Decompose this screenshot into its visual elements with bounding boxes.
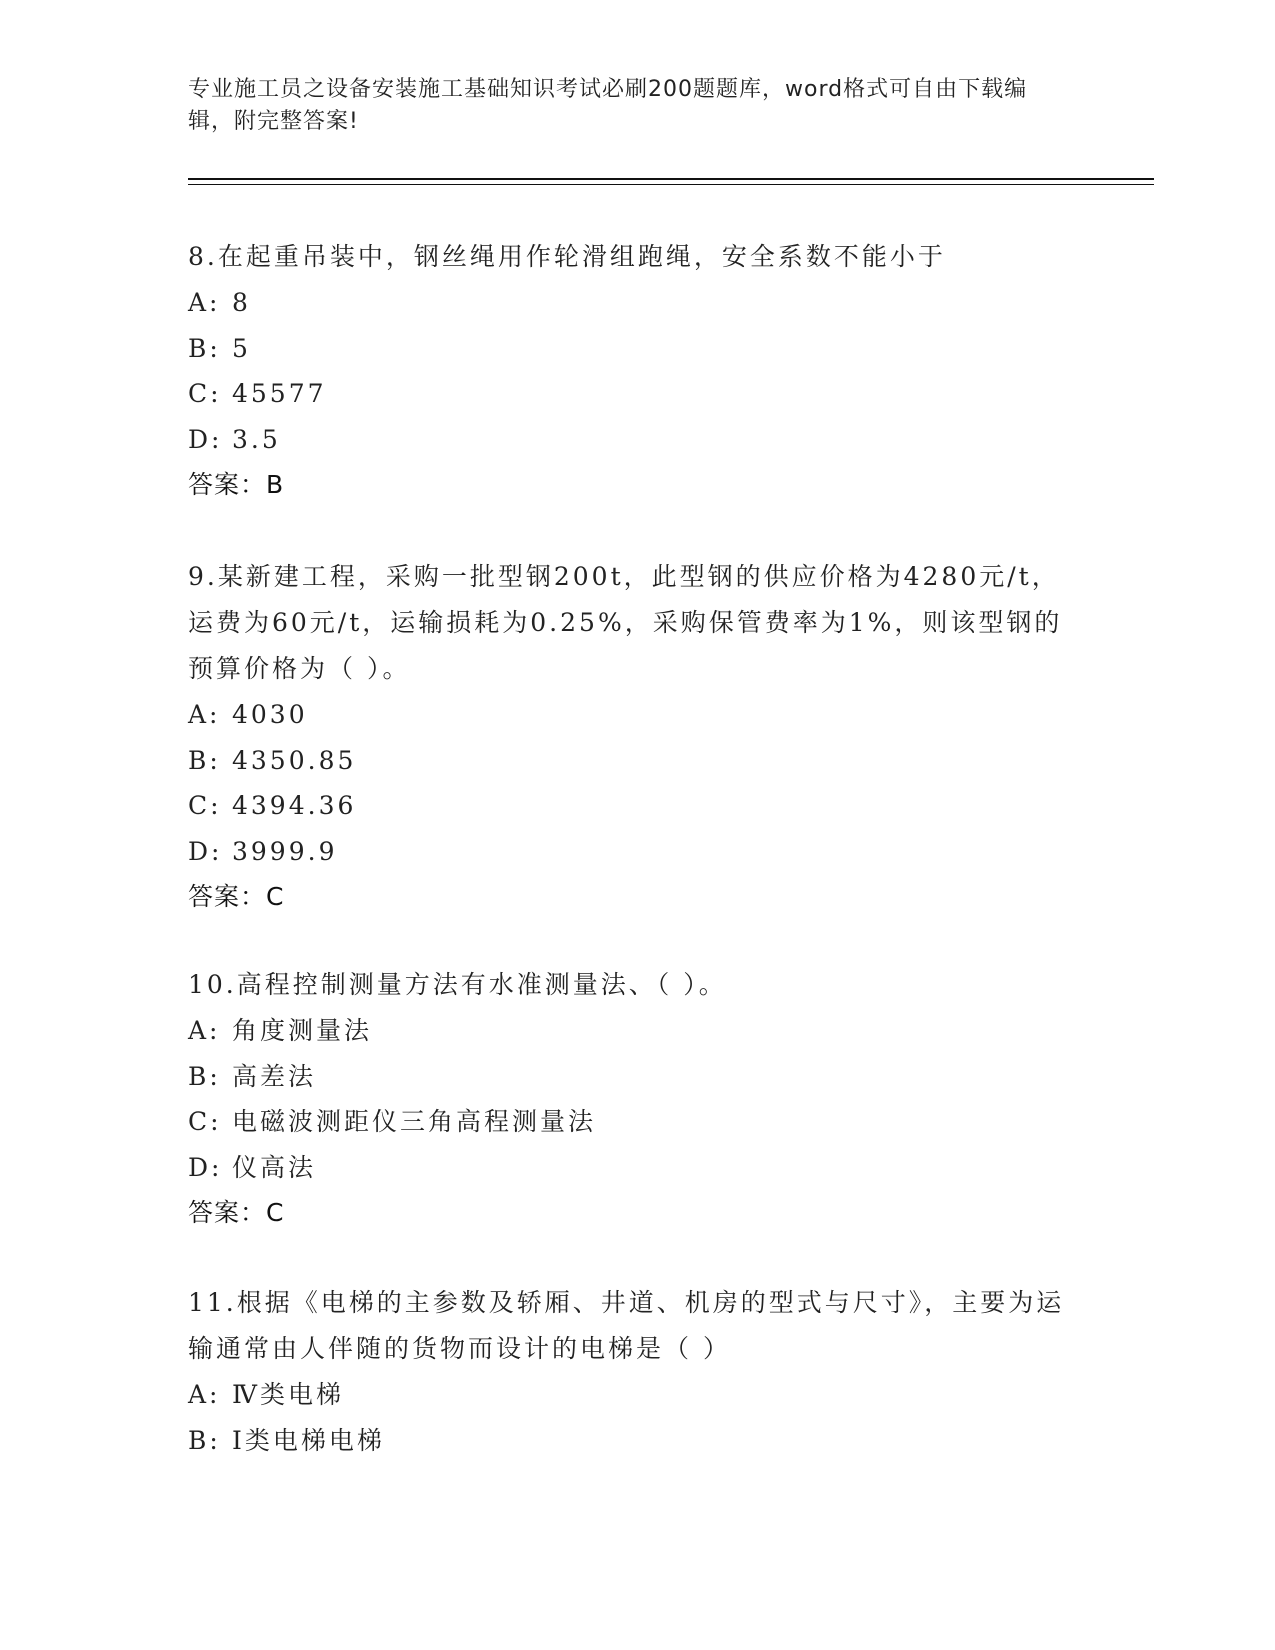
option-letter: A: [188, 288, 221, 317]
option-letter: D: [188, 836, 223, 866]
option-letter: C: [188, 1107, 222, 1136]
question-8 [188, 234, 1068, 507]
option-d [188, 1145, 1068, 1191]
header-divider-thin [188, 184, 1154, 185]
question-11 [188, 1280, 1068, 1463]
document-title: 专业施工员之设备安装施工基础知识考试必刷200题题库，word格式可自由下载编辑，附完整答案! [188, 77, 1028, 134]
header-divider-thick [188, 178, 1154, 180]
option-b [188, 738, 1068, 784]
option-text: 高差法 [232, 1061, 317, 1091]
option-text: Ⅳ类电梯 [232, 1380, 344, 1409]
option-letter: C: [188, 791, 222, 820]
option-a [188, 1372, 1068, 1418]
option-text: 5 [232, 333, 251, 363]
question-stem: 11.根据《电梯的主参数及轿厢、井道、机房的型式与尺寸》，主要为运输通常由人伴随的货物而设计的电梯是（ ） [188, 1288, 1065, 1363]
option-letter: D: [188, 1152, 223, 1182]
option-letter: B: [188, 745, 221, 775]
option-text: 4394.36 [232, 791, 357, 820]
question-10 [188, 962, 1068, 1235]
option-text: 4350.85 [232, 745, 357, 775]
option-b [188, 1418, 1068, 1464]
question-stem: 9.某新建工程，采购一批型钢200t，此型钢的供应价格为4280元/t，运费为60元/t，运输损耗为0.25%，采购保管费率为1%，则该型钢的预算价格为（ ）。 [188, 562, 1063, 683]
question-stem: 10.高程控制测量方法有水准测量法、（ ）。 [188, 970, 727, 999]
option-c [188, 783, 1068, 829]
question-stem: 8.在起重吊装中，钢丝绳用作轮滑组跑绳，安全系数不能小于 [188, 242, 946, 271]
option-a [188, 692, 1068, 738]
option-letter: A: [188, 1380, 221, 1409]
option-text: 3.5 [232, 424, 281, 454]
option-a [188, 280, 1068, 326]
option-letter: B: [188, 333, 221, 363]
answer-line: 答案：B [188, 470, 285, 499]
option-b [188, 1054, 1068, 1100]
option-d [188, 829, 1068, 875]
option-text: 电磁波测距仪三角高程测量法 [232, 1107, 597, 1136]
option-a [188, 1008, 1068, 1054]
option-letter: D: [188, 424, 223, 454]
option-c [188, 371, 1068, 417]
option-text: 4030 [232, 700, 308, 729]
option-letter: A: [188, 1016, 221, 1045]
option-text: Ⅰ类电梯电梯 [232, 1425, 385, 1455]
option-d [188, 417, 1068, 463]
option-text: 仪高法 [232, 1152, 317, 1182]
option-letter: B: [188, 1061, 221, 1091]
option-b [188, 326, 1068, 372]
option-letter: C: [188, 379, 222, 408]
answer-line: 答案：C [188, 882, 285, 911]
option-text: 8 [232, 288, 251, 317]
option-c [188, 1099, 1068, 1145]
question-9 [188, 554, 1068, 919]
option-text: 3999.9 [232, 836, 338, 866]
option-letter: A: [188, 700, 221, 729]
option-letter: B: [188, 1425, 221, 1455]
answer-line: 答案：C [188, 1198, 285, 1227]
option-text: 45577 [232, 379, 327, 408]
option-text: 角度测量法 [232, 1016, 373, 1045]
